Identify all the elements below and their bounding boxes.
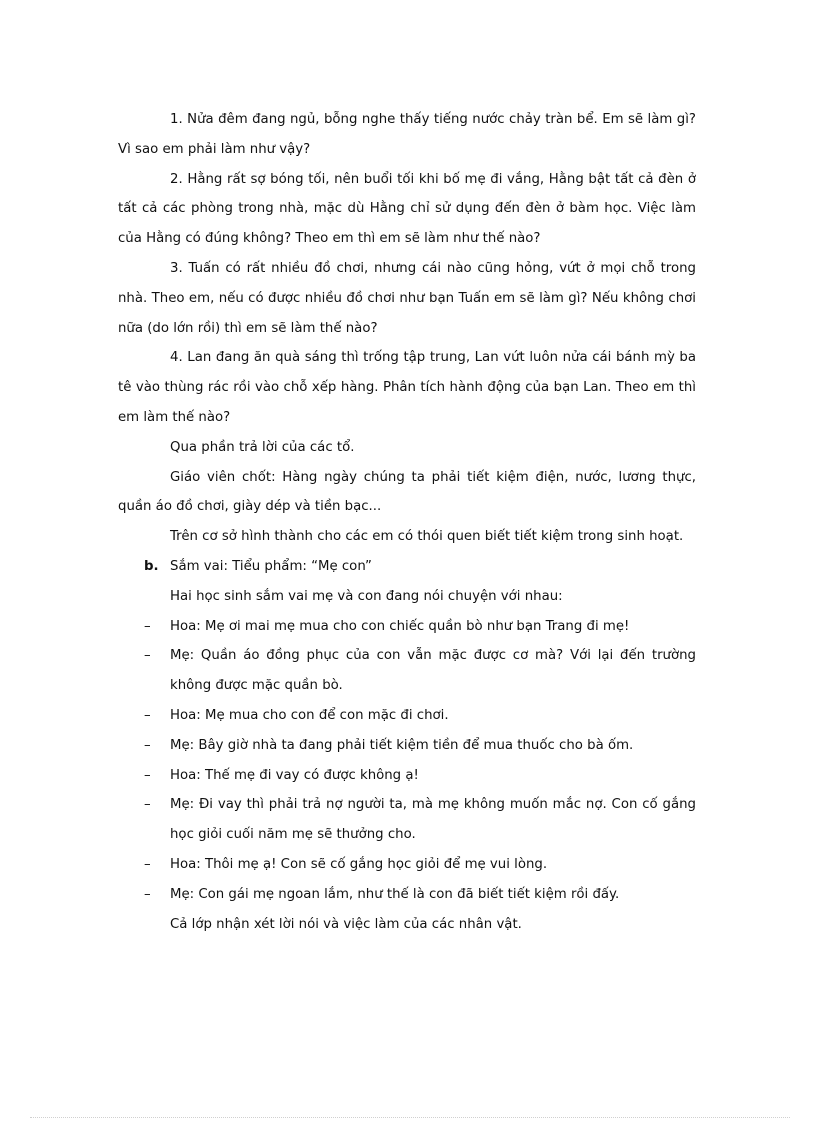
dialogue-line bbox=[118, 850, 696, 880]
dialogue-text: Mẹ: Đi vay thì phải trả nợ người ta, mà mẹ không muốn mắc nợ. Con cố gắng học giỏi cuối năm mẹ sẽ thưởng cho. bbox=[170, 797, 696, 843]
dialogue-line bbox=[118, 761, 696, 791]
section-b-intro: Hai học sinh sắm vai mẹ và con đang nói chuyện với nhau: bbox=[170, 588, 563, 604]
dialogue-line bbox=[118, 880, 696, 910]
dash-bullet: – bbox=[144, 767, 151, 783]
dialogue-line bbox=[118, 641, 696, 701]
teacher-conclusion: Giáo viên chốt: Hàng ngày chúng ta phải tiết kiệm điện, nước, lương thực, quần áo đồ chơi, giày dép và tiền bạc... bbox=[118, 469, 696, 515]
document-body bbox=[118, 105, 696, 939]
dialogue-text: Hoa: Thôi mẹ ạ! Con sẽ cố gắng học giỏi để mẹ vui lòng. bbox=[170, 856, 548, 872]
closing-remark: Cả lớp nhận xét lời nói và việc làm của các nhân vật. bbox=[170, 916, 522, 932]
dialogue-text: Hoa: Thế mẹ đi vay có được không ạ! bbox=[170, 767, 419, 783]
question-2: 2. Hằng rất sợ bóng tối, nên buổi tối khi bố mẹ đi vắng, Hằng bật tất cả đèn ở tất cả các phòng trong nhà, mặc dù Hằng chỉ sử dụng đến đèn ở bàm học. Việc làm của Hằng có đúng không? Theo em thì em sẽ làm như thế nào? bbox=[118, 171, 696, 247]
question-4: 4. Lan đang ăn quà sáng thì trống tập trung, Lan vứt luôn nửa cái bánh mỳ ba tê vào thùng rác rồi vào chỗ xếp hàng. Phân tích hành động của bạn Lan. Theo em thì em làm thế nào? bbox=[118, 350, 696, 425]
section-b-heading bbox=[118, 552, 696, 582]
dash-bullet: – bbox=[144, 856, 151, 872]
dialogue-line bbox=[118, 701, 696, 731]
section-b-title: Sắm vai: Tiểu phẩm: “Mẹ con” bbox=[170, 558, 372, 574]
dash-bullet: – bbox=[144, 648, 151, 664]
dialogue-line bbox=[118, 731, 696, 761]
dash-bullet: – bbox=[144, 618, 151, 634]
dash-bullet: – bbox=[144, 797, 151, 813]
dash-bullet: – bbox=[144, 886, 151, 902]
question-3: 3. Tuấn có rất nhiều đồ chơi, nhưng cái nào cũng hỏng, vứt ở mọi chỗ trong nhà. Theo em, nếu có được nhiều đồ chơi như bạn Tuấn em sẽ làm gì? Nếu không chơi nữa (do lớn rồi) thì em sẽ làm thế nào? bbox=[118, 260, 696, 336]
page-bottom-divider bbox=[30, 1117, 790, 1118]
habit-statement: Trên cơ sở hình thành cho các em có thói quen biết tiết kiệm trong sinh hoạt. bbox=[170, 529, 684, 545]
dialogue-line bbox=[118, 612, 696, 642]
dash-bullet: – bbox=[144, 737, 151, 753]
dialogue-text: Mẹ: Con gái mẹ ngoan lắm, như thế là con đã biết tiết kiệm rồi đấy. bbox=[170, 886, 620, 902]
dash-bullet: – bbox=[144, 707, 151, 723]
question-1: 1. Nửa đêm đang ngủ, bỗng nghe thấy tiếng nước chảy tràn bể. Em sẽ làm gì? Vì sao em phải làm như vậy? bbox=[118, 112, 696, 157]
dialogue-text: Hoa: Mẹ ơi mai mẹ mua cho con chiếc quần bò như bạn Trang đi mẹ! bbox=[170, 618, 630, 634]
dialogue-text: Mẹ: Quần áo đồng phục của con vẫn mặc được cơ mà? Với lại đến trường không được mặc quần bò. bbox=[170, 648, 696, 694]
summary-intro: Qua phần trả lời của các tổ. bbox=[170, 439, 355, 455]
dialogue-text: Mẹ: Bây giờ nhà ta đang phải tiết kiệm tiền để mua thuốc cho bà ốm. bbox=[170, 737, 634, 753]
section-b-label: b. bbox=[144, 558, 159, 574]
dialogue-text: Hoa: Mẹ mua cho con để con mặc đi chơi. bbox=[170, 707, 449, 723]
dialogue-line bbox=[118, 790, 696, 850]
